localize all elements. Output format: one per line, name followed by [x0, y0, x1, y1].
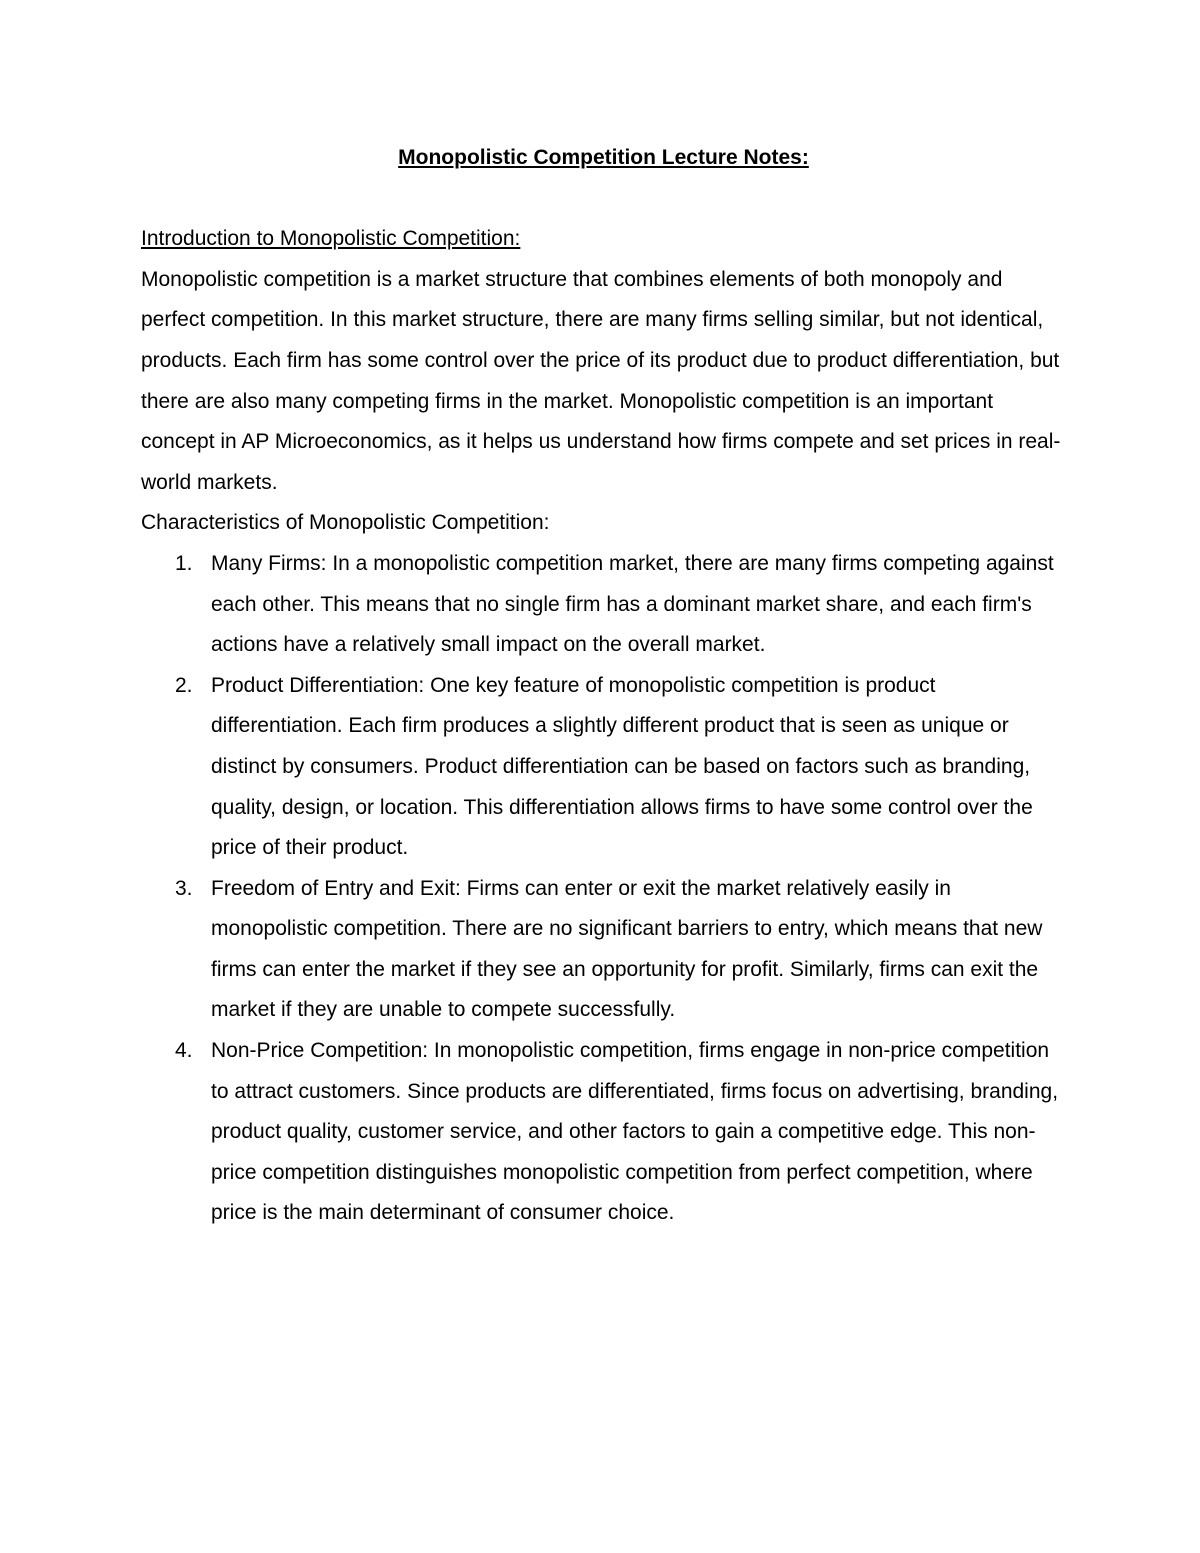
list-item	[141, 1031, 1066, 1234]
list-item-text: Non-Price Competition: In monopolistic competition, firms engage in non-price competition to attract customers. Since products are differentiated, firms focus on advertising, branding, product quality, customer service, and other factors to gain a competitive edge. This non-price competition distinguishes monopolistic competition from perfect competition, where price is the main determinant of consumer choice.	[211, 1039, 1059, 1225]
intro-heading: Introduction to Monopolistic Competition:	[141, 227, 521, 251]
list-item-text: Many Firms: In a monopolistic competition market, there are many firms competing against each other. This means that no single firm has a dominant market share, and each firm's actions have a relatively small impact on the overall market.	[211, 551, 1054, 657]
characteristics-heading: Characteristics of Monopolistic Competition:	[141, 511, 550, 535]
list-item-number: 1.	[175, 551, 193, 575]
document-title: Monopolistic Competition Lecture Notes:	[398, 146, 809, 169]
list-item	[141, 544, 1066, 666]
list-item-number: 4.	[175, 1039, 193, 1063]
document-body	[141, 138, 1066, 1234]
characteristics-list	[141, 544, 1066, 1234]
intro-paragraph: Monopolistic competition is a market structure that combines elements of both monopoly and perfect competition. In this market structure, there are many firms selling similar, but not identical, products. Each firm has some control over the price of its product due to product differentiation, but there are also many competing firms in the market. Monopolistic competition is an important concept in AP Microeconomics, as it helps us understand how firms compete and set prices in real-world markets.	[141, 267, 1061, 494]
list-item-number: 2.	[175, 673, 193, 697]
list-item-text: Product Differentiation: One key feature of monopolistic competition is product differentiation. Each firm produces a slightly different product that is seen as unique or distinct by consumers. Product differentiation can be based on factors such as branding, quality, design, or location. This differentiation allows firms to have some control over the price of their product.	[211, 673, 1033, 860]
list-item	[141, 869, 1066, 1031]
list-item-number: 3.	[175, 876, 193, 900]
list-item-text: Freedom of Entry and Exit: Firms can enter or exit the market relatively easily in monopolistic competition. There are no significant barriers to entry, which means that new firms can enter the market if they see an opportunity for profit. Similarly, firms can exit the market if they are unable to compete successfully.	[211, 876, 1043, 1022]
list-item	[141, 666, 1066, 869]
